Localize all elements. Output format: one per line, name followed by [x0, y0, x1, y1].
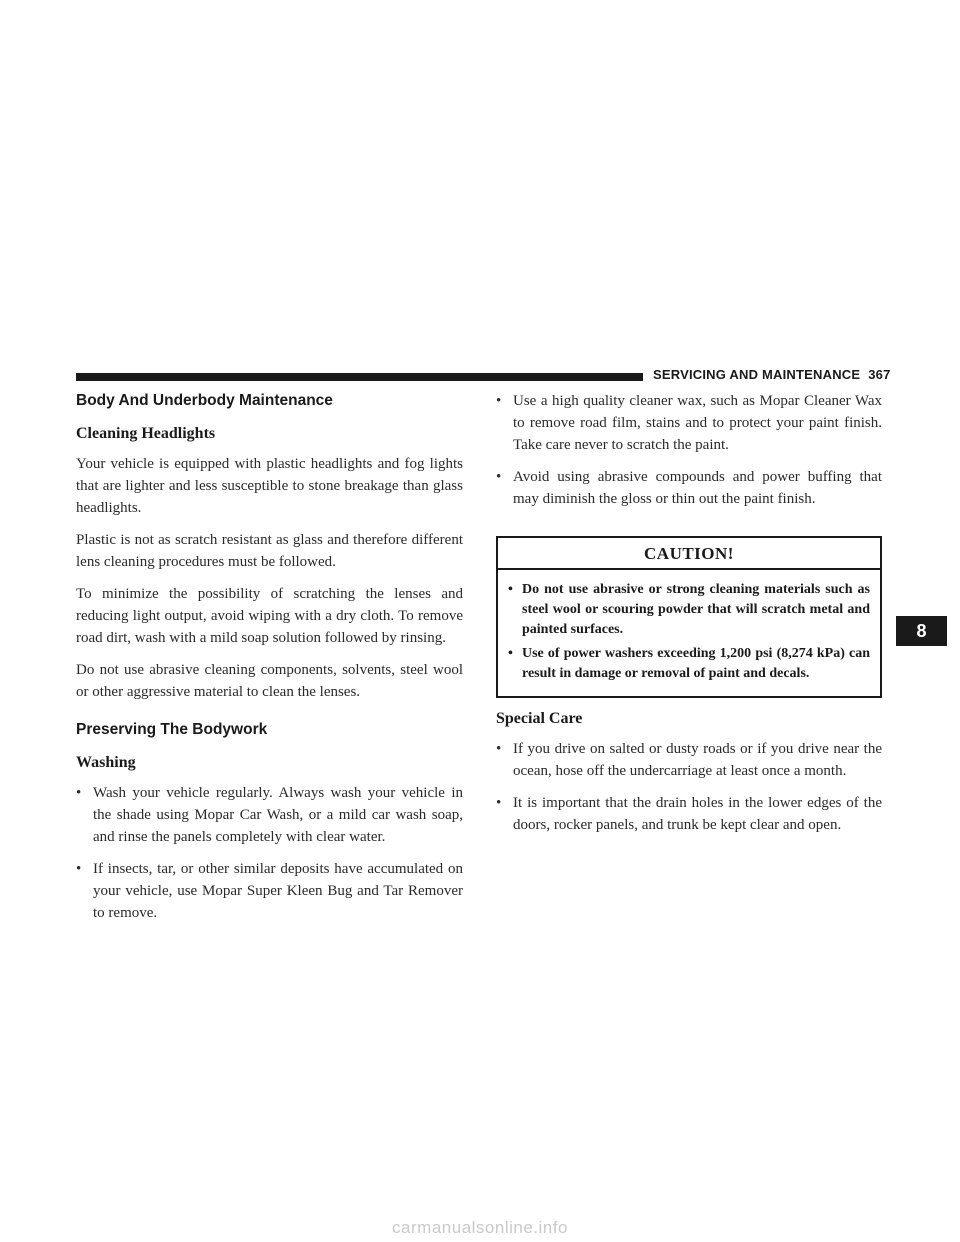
- bullet-icon: •: [496, 795, 502, 811]
- bullet-icon: •: [76, 861, 82, 877]
- special-care-list: [496, 738, 882, 836]
- list-item: [496, 390, 882, 456]
- bullet-icon: •: [508, 646, 513, 661]
- header-rule: [76, 373, 643, 381]
- list-item-text: If you drive on salted or dusty roads or if you drive near the ocean, hose off the undercarriage at least once a month.: [513, 741, 882, 779]
- subtitle-special-care: Special Care: [496, 710, 583, 727]
- page-number: 367: [868, 367, 891, 382]
- caution-item-text: Use of power washers exceeding 1,200 psi (8,274 kPa) can result in damage or removal of paint and decals.: [522, 646, 870, 681]
- subtitle-washing: Washing: [76, 754, 136, 771]
- list-item-text: Use a high quality cleaner wax, such as Mopar Cleaner Wax to remove road film, stains and to protect your paint finish. Take care never to scratch the paint.: [513, 393, 882, 453]
- list-item: [76, 782, 463, 848]
- list-item: [496, 466, 882, 510]
- bullet-icon: •: [496, 469, 502, 485]
- caution-box: [496, 536, 882, 698]
- chapter-tab: 8: [896, 616, 947, 646]
- paragraph: Do not use abrasive cleaning components, solvents, steel wool or other aggressive material to clean the lenses.: [76, 662, 463, 700]
- subtitle-cleaning-headlights: Cleaning Headlights: [76, 425, 216, 442]
- section-title-body-maintenance: Body And Underbody Maintenance: [76, 392, 333, 409]
- paragraph: Plastic is not as scratch resistant as glass and therefore different lens cleaning procedures must be followed.: [76, 532, 463, 570]
- caution-item: [508, 580, 870, 640]
- caution-title: CAUTION!: [498, 538, 880, 570]
- right-column: [496, 390, 882, 846]
- caution-item-text: Do not use abrasive or strong cleaning materials such as steel wool or scouring powder that will scratch metal and painted surfaces.: [522, 582, 870, 637]
- paragraph: To minimize the possibility of scratching the lenses and reducing light output, avoid wiping with a dry cloth. To remove road dirt, wash with a mild soap solution followed by rinsing.: [76, 586, 463, 646]
- list-item-text: Wash your vehicle regularly. Always wash your vehicle in the shade using Mopar Car Wash, or a mild car wash soap, and rinse the panels completely with clear water.: [93, 785, 463, 845]
- bullet-icon: •: [76, 785, 82, 801]
- washing-list: [76, 782, 463, 924]
- list-item-text: If insects, tar, or other similar deposits have accumulated on your vehicle, use Mopar Super Kleen Bug and Tar Remover to remove.: [93, 861, 463, 921]
- wax-list: [496, 390, 882, 510]
- caution-item: [508, 644, 870, 684]
- bullet-icon: •: [508, 582, 513, 597]
- left-column: [76, 390, 463, 934]
- section-title-preserving-bodywork: Preserving The Bodywork: [76, 721, 268, 738]
- bullet-icon: •: [496, 741, 502, 757]
- list-item: [496, 792, 882, 836]
- list-item-text: Avoid using abrasive compounds and power buffing that may diminish the gloss or thin out the paint finish.: [513, 469, 882, 507]
- running-header: [653, 367, 893, 382]
- list-item: [496, 738, 882, 782]
- list-item: [76, 858, 463, 924]
- paragraph: Your vehicle is equipped with plastic headlights and fog lights that are lighter and less susceptible to stone breakage than glass headlights.: [76, 456, 463, 516]
- caution-list: [508, 580, 870, 684]
- bullet-icon: •: [496, 393, 502, 409]
- watermark-text: carmanualsonline.info: [392, 1218, 568, 1237]
- list-item-text: It is important that the drain holes in the lower edges of the doors, rocker panels, and trunk be kept clear and open.: [513, 795, 882, 833]
- header-section-title: SERVICING AND MAINTENANCE: [653, 367, 861, 382]
- caution-body: [498, 570, 880, 696]
